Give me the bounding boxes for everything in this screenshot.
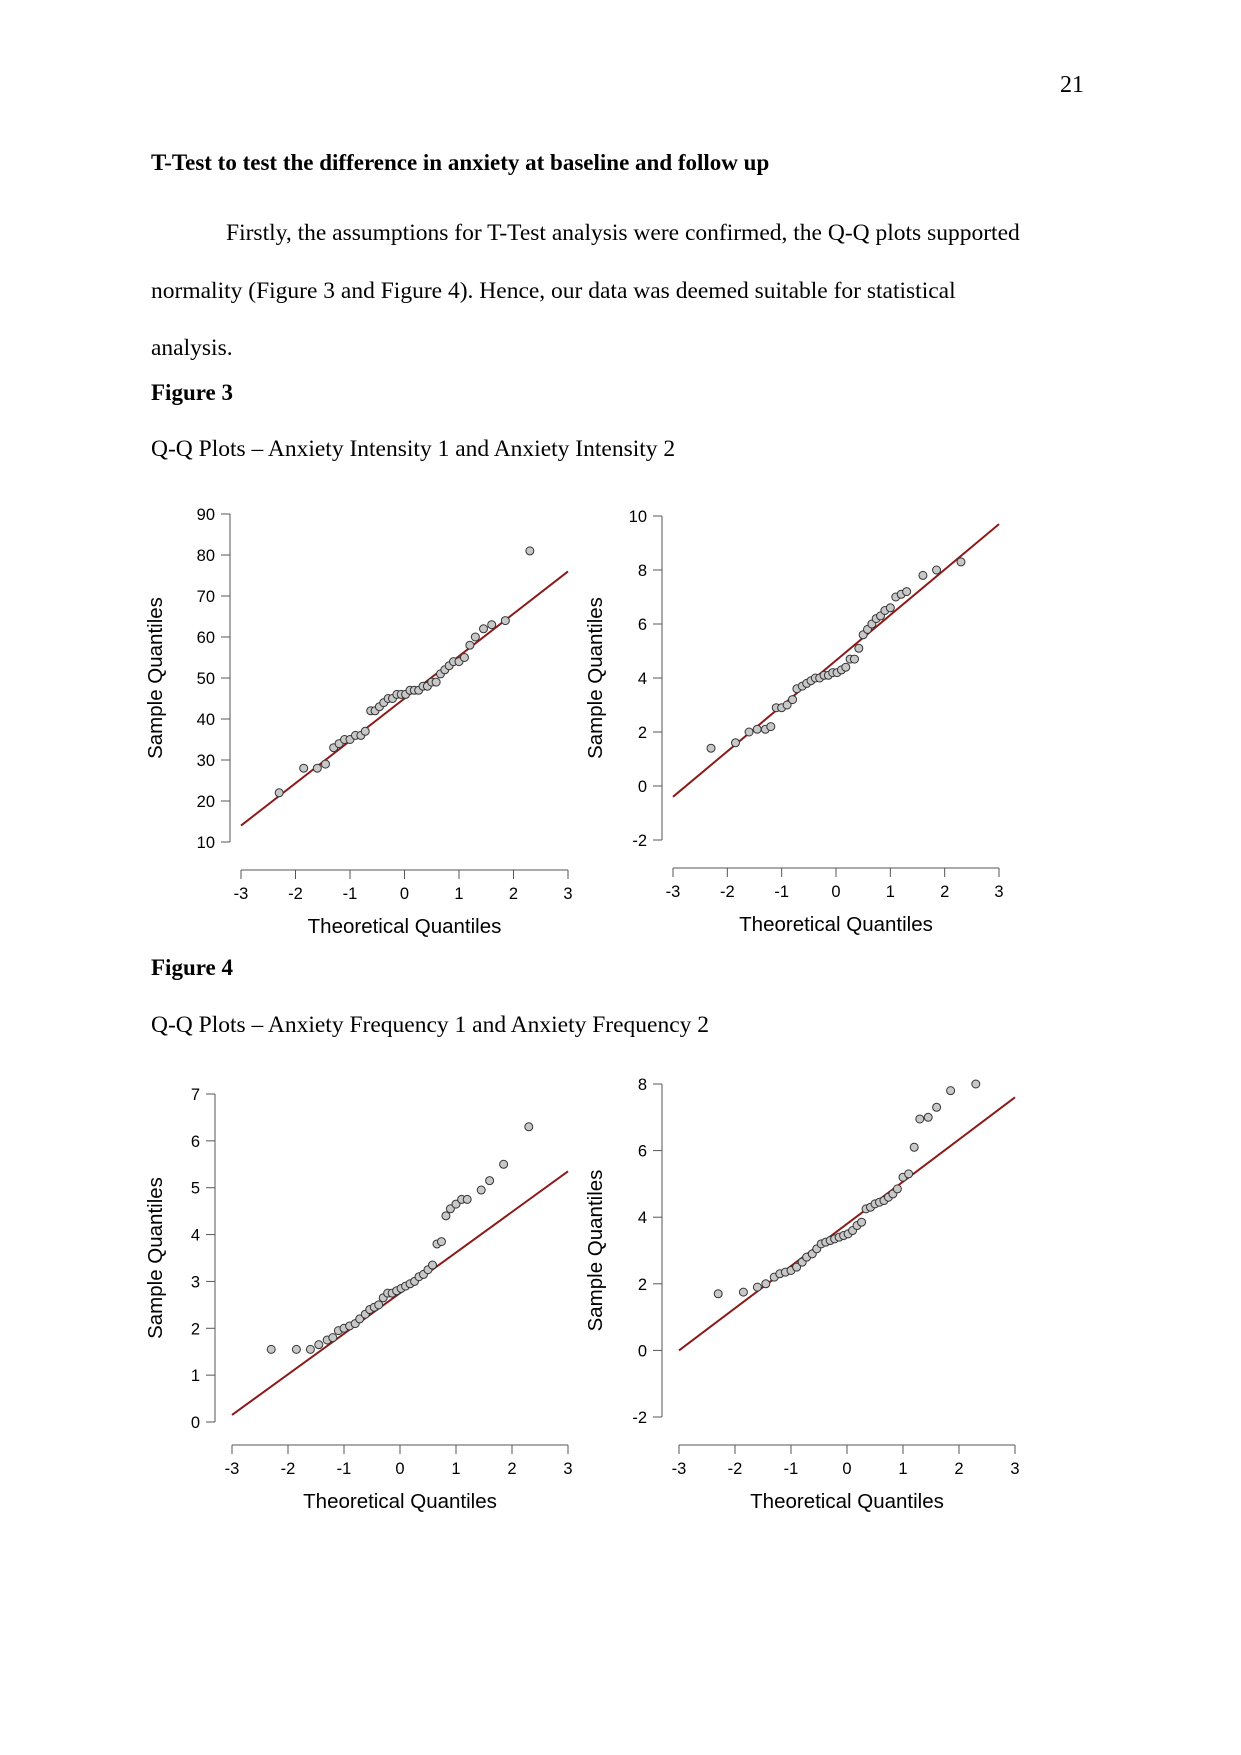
data-point bbox=[471, 633, 479, 641]
data-point bbox=[488, 621, 496, 629]
qq-plot-anxiety-frequency-2 bbox=[580, 1070, 1040, 1520]
data-point bbox=[428, 1261, 436, 1269]
data-point bbox=[855, 644, 863, 652]
y-tick-label: 3 bbox=[190, 1273, 200, 1292]
y-axis-title: Sample Quantiles bbox=[144, 1177, 167, 1339]
x-tick-label: 1 bbox=[885, 883, 895, 901]
y-tick-label: 0 bbox=[637, 1342, 647, 1361]
x-tick-label: 0 bbox=[831, 883, 841, 901]
x-tick-label: -2 bbox=[280, 1460, 296, 1478]
x-tick-label: 3 bbox=[1010, 1460, 1020, 1478]
y-tick-label: 2 bbox=[190, 1320, 200, 1339]
y-tick-label: 6 bbox=[190, 1132, 200, 1151]
x-tick-label: -1 bbox=[342, 885, 358, 903]
data-point bbox=[714, 1290, 722, 1298]
x-tick-label: 3 bbox=[563, 1460, 573, 1478]
x-tick-label: -3 bbox=[671, 1460, 687, 1478]
y-tick-label: -2 bbox=[632, 832, 647, 850]
x-axis-title: Theoretical Quantiles bbox=[739, 913, 933, 936]
x-tick-label: 0 bbox=[842, 1460, 852, 1478]
data-point bbox=[850, 655, 858, 663]
data-point bbox=[767, 723, 775, 731]
data-point bbox=[858, 1218, 866, 1226]
x-tick-label: -2 bbox=[719, 883, 735, 901]
paragraph-line: Firstly, the assumptions for T-Test analysis were confirmed, the Q-Q plots supported bbox=[226, 220, 1020, 246]
data-point bbox=[275, 789, 283, 797]
x-tick-label: 0 bbox=[395, 1460, 405, 1478]
data-point bbox=[933, 1103, 941, 1111]
data-point bbox=[916, 1115, 924, 1123]
data-point bbox=[893, 1185, 901, 1193]
data-point bbox=[486, 1177, 494, 1185]
data-point bbox=[933, 566, 941, 574]
data-point bbox=[361, 727, 369, 735]
y-tick-label: 6 bbox=[637, 1142, 647, 1161]
y-tick-label: 70 bbox=[196, 588, 215, 606]
data-point bbox=[910, 1143, 918, 1151]
x-tick-label: 1 bbox=[454, 885, 464, 903]
data-point bbox=[789, 696, 797, 704]
y-axis-title: Sample Quantiles bbox=[584, 1169, 607, 1332]
body-paragraph bbox=[151, 205, 1091, 378]
x-tick-label: -3 bbox=[665, 883, 681, 901]
y-axis-title: Sample Quantiles bbox=[144, 597, 167, 759]
x-tick-label: 1 bbox=[451, 1460, 461, 1478]
data-point bbox=[432, 678, 440, 686]
x-axis-title: Theoretical Quantiles bbox=[750, 1490, 944, 1513]
figure-3-label: Figure 3 bbox=[151, 380, 233, 405]
data-point bbox=[437, 1238, 445, 1246]
y-tick-label: 6 bbox=[637, 616, 647, 634]
x-tick-label: -3 bbox=[233, 885, 249, 903]
x-tick-label: 2 bbox=[954, 1460, 964, 1478]
data-point bbox=[525, 1123, 533, 1131]
data-point bbox=[745, 728, 753, 736]
data-point bbox=[292, 1345, 300, 1353]
data-point bbox=[442, 1212, 450, 1220]
y-tick-label: 5 bbox=[190, 1179, 200, 1198]
paragraph-line: normality (Figure 3 and Figure 4). Hence, our data was deemed suitable for statistical bbox=[151, 277, 956, 304]
data-point bbox=[924, 1113, 932, 1121]
data-point bbox=[739, 1288, 747, 1296]
y-tick-label: 4 bbox=[190, 1226, 200, 1245]
y-tick-label: 0 bbox=[637, 778, 647, 796]
data-point bbox=[947, 1087, 955, 1095]
y-tick-label: 8 bbox=[637, 562, 647, 580]
data-point bbox=[753, 725, 761, 733]
data-point bbox=[306, 1345, 314, 1353]
section-heading: T-Test to test the difference in anxiety at baseline and follow up bbox=[151, 150, 770, 175]
qq-plot-anxiety-intensity-2 bbox=[580, 490, 1040, 940]
y-tick-label: 2 bbox=[637, 1275, 647, 1294]
y-tick-label: 90 bbox=[196, 506, 215, 524]
qq-plot-anxiety-frequency-1 bbox=[140, 1070, 600, 1520]
y-tick-label: -2 bbox=[632, 1409, 647, 1427]
y-tick-label: 2 bbox=[637, 724, 647, 742]
data-point bbox=[957, 558, 965, 566]
x-tick-label: 3 bbox=[563, 885, 573, 903]
y-tick-label: 50 bbox=[196, 670, 215, 688]
y-tick-label: 4 bbox=[637, 670, 647, 688]
y-tick-label: 80 bbox=[196, 547, 215, 565]
data-point bbox=[762, 1280, 770, 1288]
data-point bbox=[919, 571, 927, 579]
page-number: 21 bbox=[1060, 72, 1084, 98]
data-point bbox=[707, 744, 715, 752]
data-point bbox=[313, 764, 321, 772]
data-point bbox=[972, 1080, 980, 1088]
paragraph-line: analysis. bbox=[151, 335, 233, 361]
x-tick-label: 2 bbox=[507, 1460, 517, 1478]
x-tick-label: 2 bbox=[940, 883, 950, 901]
data-point bbox=[905, 1170, 913, 1178]
x-tick-label: 3 bbox=[994, 883, 1004, 901]
x-tick-label: 2 bbox=[508, 885, 519, 903]
data-point bbox=[321, 760, 329, 768]
data-point bbox=[463, 1195, 471, 1203]
x-tick-label: -1 bbox=[336, 1460, 352, 1478]
y-tick-label: 40 bbox=[196, 711, 215, 729]
data-point bbox=[480, 625, 488, 633]
qq-plot-anxiety-intensity-1 bbox=[140, 490, 600, 940]
y-tick-label: 10 bbox=[196, 834, 215, 852]
data-point bbox=[753, 1283, 761, 1291]
x-tick-label: -2 bbox=[288, 885, 303, 903]
y-tick-label: 4 bbox=[637, 1209, 647, 1228]
x-tick-label: 0 bbox=[399, 885, 410, 903]
data-point bbox=[731, 739, 739, 747]
data-point bbox=[886, 604, 894, 612]
y-tick-label: 10 bbox=[628, 508, 647, 526]
x-axis-title: Theoretical Quantiles bbox=[303, 1490, 497, 1513]
data-point bbox=[477, 1186, 485, 1194]
y-tick-label: 20 bbox=[196, 793, 215, 811]
y-tick-label: 60 bbox=[196, 629, 215, 647]
data-point bbox=[300, 764, 308, 772]
data-point bbox=[460, 654, 468, 662]
figure-4-caption: Q-Q Plots – Anxiety Frequency 1 and Anxiety Frequency 2 bbox=[151, 1012, 710, 1038]
data-point bbox=[903, 588, 911, 596]
data-point bbox=[315, 1341, 323, 1349]
x-tick-label: -3 bbox=[224, 1460, 240, 1478]
data-point bbox=[526, 547, 534, 555]
x-tick-label: -1 bbox=[774, 883, 790, 901]
reference-line bbox=[679, 1097, 1015, 1350]
data-point bbox=[375, 1301, 383, 1309]
y-tick-label: 1 bbox=[190, 1367, 200, 1386]
data-point bbox=[500, 1160, 508, 1168]
y-tick-label: 7 bbox=[190, 1086, 200, 1104]
y-tick-label: 8 bbox=[637, 1076, 647, 1094]
x-tick-label: -2 bbox=[727, 1460, 743, 1478]
x-tick-label: 1 bbox=[898, 1460, 908, 1478]
reference-line bbox=[673, 524, 999, 797]
y-tick-label: 0 bbox=[190, 1414, 200, 1432]
figure-4-label: Figure 4 bbox=[151, 955, 233, 980]
data-point bbox=[842, 663, 850, 671]
data-point bbox=[267, 1345, 275, 1353]
data-point bbox=[466, 641, 474, 649]
x-axis-title: Theoretical Quantiles bbox=[307, 915, 502, 938]
y-tick-label: 30 bbox=[196, 752, 215, 770]
y-axis-title: Sample Quantiles bbox=[584, 597, 607, 759]
x-tick-label: -1 bbox=[783, 1460, 799, 1478]
data-point bbox=[329, 1334, 337, 1342]
figure-3-caption: Q-Q Plots – Anxiety Intensity 1 and Anxiety Intensity 2 bbox=[151, 436, 676, 462]
data-point bbox=[501, 617, 509, 625]
